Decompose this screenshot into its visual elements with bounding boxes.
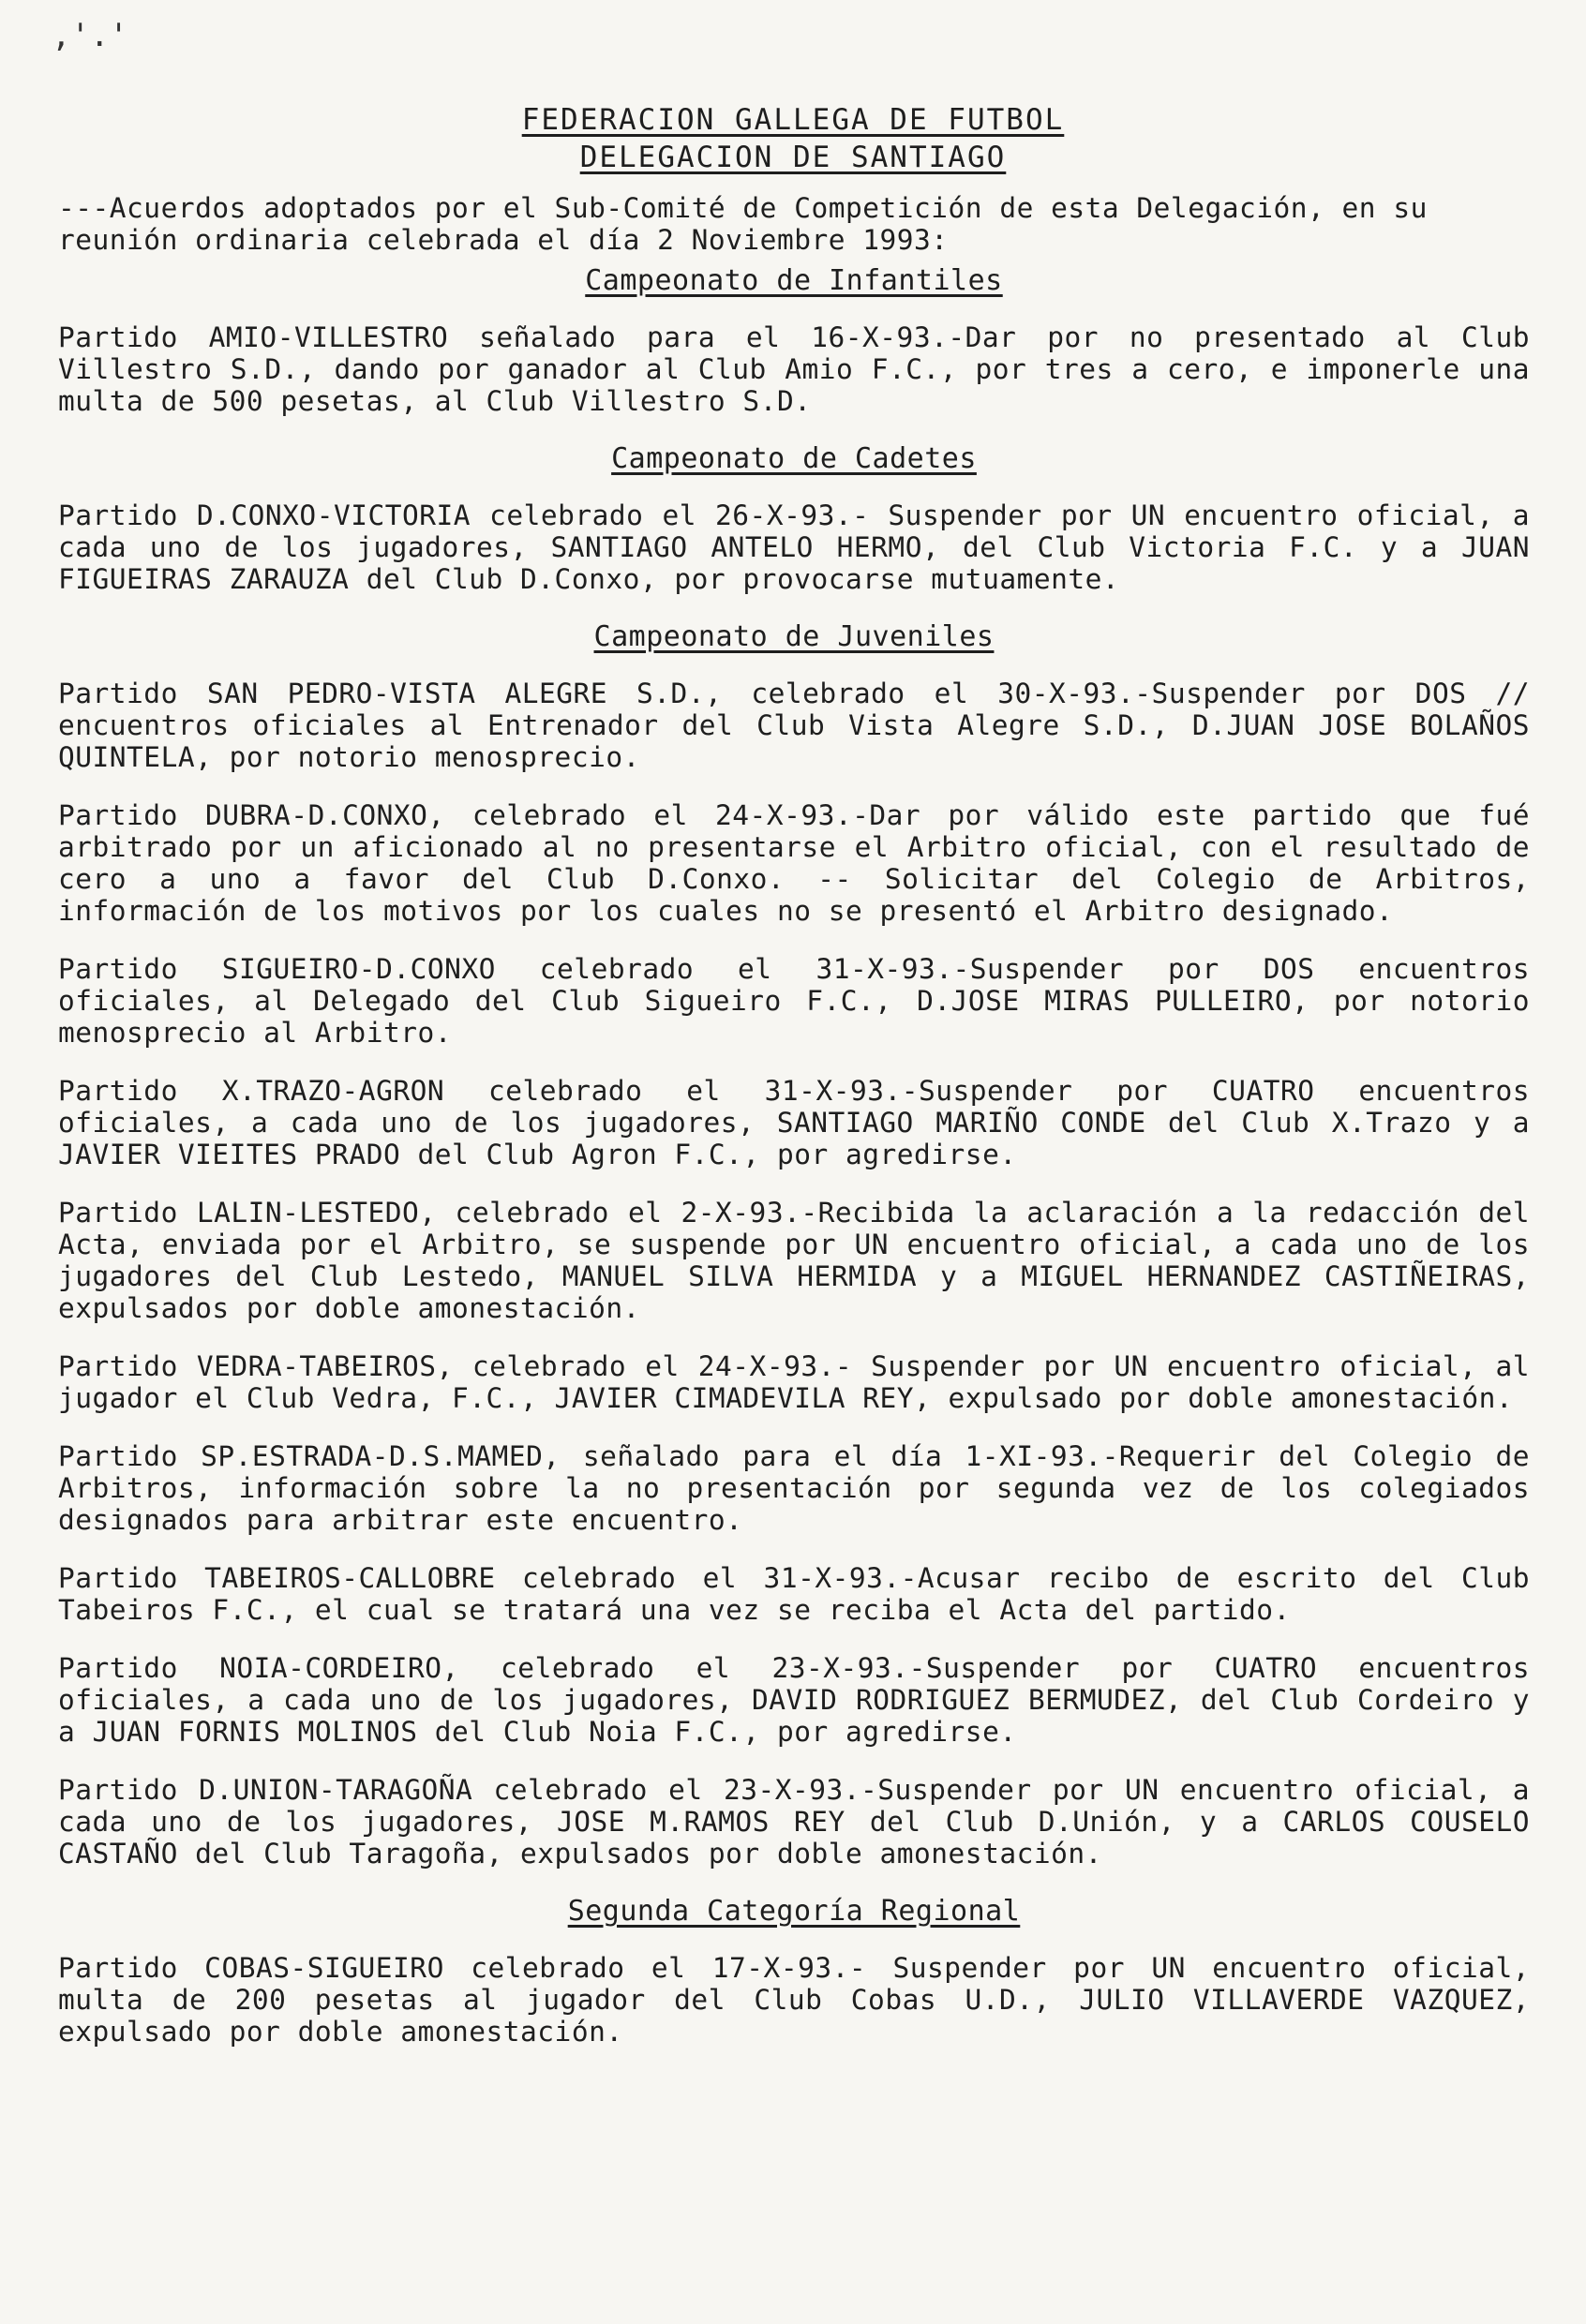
entry-sigueiro-conxo: Partido SIGUEIRO-D.CONXO celebrado el 31-X-93.-Suspender por DOS encuentros oficiales, al Delegado del Club Sigueiro F.C., D.JOSE MIRAS PULLEIRO, por notorio menosprecio al Arbitro. — [58, 953, 1530, 1049]
section-title-juveniles: Campeonato de Juveniles — [593, 620, 995, 653]
document-body — [58, 192, 1530, 2074]
section-title-infantiles: Campeonato de Infantiles — [585, 264, 1003, 297]
federation-title: FEDERACION GALLEGA DE FUTBOL — [521, 103, 1065, 137]
entry-noia-cordeiro: Partido NOIA-CORDEIRO, celebrado el 23-X-93.-Suspender por CUATRO encuentros oficiales, a cada uno de los jugadores, DAVID RODRIGUEZ BERMUDEZ, del Club Cordeiro y a JUAN FORNIS MOLINOS del Club Noia F.C., por agredirse. — [58, 1652, 1530, 1748]
entry-trazo-agron: Partido X.TRAZO-AGRON celebrado el 31-X-93.-Suspender por CUATRO encuentros oficiales, a cada uno de los jugadores, SANTIAGO MARIÑO CONDE del Club X.Trazo y a JAVIER VIEITES PRADO del Club Agron F.C., por agredirse. — [58, 1075, 1530, 1170]
ink-mark: ,'.' — [52, 17, 128, 54]
entry-dubra-conxo: Partido DUBRA-D.CONXO, celebrado el 24-X-93.-Dar por válido este partido que fué arbitrado por un aficionado al no presentarse el Arbitro oficial, con el resultado de cero a uno a favor del Club D.Conxo. -- Solicitar del Colegio de Arbitros, información de los motivos por los cuales no se presentó el Arbitro designado. — [58, 799, 1530, 927]
entry-vedra-tabeiros: Partido VEDRA-TABEIROS, celebrado el 24-X-93.- Suspender por UN encuentro oficial, al jugador el Club Vedra, F.C., JAVIER CIMADEVILA REY, expulsado por doble amonestación. — [58, 1350, 1530, 1414]
entry-tabeiros-callobre: Partido TABEIROS-CALLOBRE celebrado el 31-X-93.-Acusar recibo de escrito del Club Tabeiros F.C., el cual se tratará una vez se reciba el Acta del partido. — [58, 1562, 1530, 1626]
entry-lalin-lestedo: Partido LALIN-LESTEDO, celebrado el 2-X-93.-Recibida la aclaración a la redacción del Acta, enviada por el Arbitro, se suspende por UN encuentro oficial, a cada uno de los jugadores del Club Lestedo, MANUEL SILVA HERMIDA y a MIGUEL HERNANDEZ CASTIÑEIRAS, expulsados por doble amonestación. — [58, 1197, 1530, 1324]
delegation-title: DELEGACION DE SANTIAGO — [579, 141, 1007, 174]
entry-amio-villestro: Partido AMIO-VILLESTRO señalado para el 16-X-93.-Dar por no presentado al Club Villestro S.D., dando por ganador al Club Amio F.C., por tres a cero, e imponerle una multa de 500 pesetas, al Club Villestro S.D. — [58, 321, 1530, 417]
section-title-cadetes: Campeonato de Cadetes — [611, 442, 977, 475]
intro-paragraph: ---Acuerdos adoptados por el Sub-Comité de Competición de esta Delegación, en su reunión ordinaria celebrada el día 2 Noviembre 1993: — [58, 192, 1428, 256]
entry-cobas-sigueiro: Partido COBAS-SIGUEIRO celebrado el 17-X-93.- Suspender por UN encuentro oficial, multa de 200 pesetas al jugador del Club Cobas U.D., JULIO VILLAVERDE VAZQUEZ, expulsado por doble amonestación. — [58, 1952, 1530, 2048]
entry-conxo-victoria: Partido D.CONXO-VICTORIA celebrado el 26-X-93.- Suspender por UN encuentro oficial, a cada uno de los jugadores, SANTIAGO ANTELO HERMO, del Club Victoria F.C. y a JUAN FIGUEIRAS ZARAUZA del Club D.Conxo, por provocarse mutuamente. — [58, 499, 1530, 595]
entry-union-taragona: Partido D.UNION-TARAGOÑA celebrado el 23-X-93.-Suspender por UN encuentro oficial, a cada uno de los jugadores, JOSE M.RAMOS REY del Club D.Unión, y a CARLOS COUSELO CASTAÑO del Club Taragoña, expulsados por doble amonestación. — [58, 1774, 1530, 1870]
entry-sanpedro-vistaalegre: Partido SAN PEDRO-VISTA ALEGRE S.D., celebrado el 30-X-93.-Suspender por DOS // encuentros oficiales al Entrenador del Club Vista Alegre S.D., D.JUAN JOSE BOLAÑOS QUINTELA, por notorio menosprecio. — [58, 678, 1530, 773]
letterhead — [0, 101, 1586, 176]
section-title-segunda-regional: Segunda Categoría Regional — [567, 1895, 1021, 1928]
entry-estrada-mamed: Partido SP.ESTRADA-D.S.MAMED, señalado para el día 1-XI-93.-Requerir del Colegio de Arbitros, información sobre la no presentación por segunda vez de los colegiados designados para arbitrar este encuentro. — [58, 1440, 1530, 1536]
